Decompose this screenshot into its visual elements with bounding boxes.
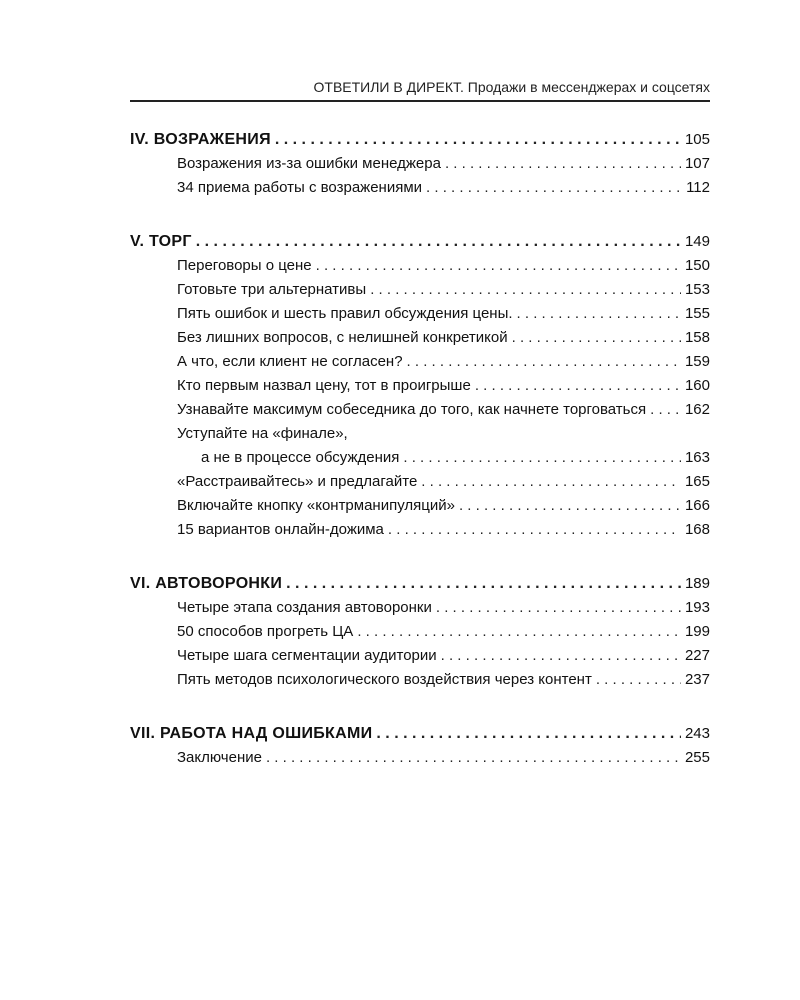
page-number: 168 [684, 521, 710, 538]
toc-entry[interactable] [130, 152, 710, 176]
entry-title: А что, если клиент не согласен? [177, 353, 403, 370]
entry-title: Готовьте три альтернативы [177, 281, 367, 298]
toc-entry[interactable] [130, 176, 710, 200]
page-number: 159 [684, 353, 710, 370]
toc-section [130, 572, 710, 692]
toc-section-heading[interactable] [130, 230, 710, 254]
dot-leader [388, 518, 681, 542]
toc-entry[interactable] [130, 620, 710, 644]
page-number: 153 [684, 281, 710, 298]
page-number: 105 [684, 131, 710, 148]
dot-leader [475, 374, 681, 398]
dot-leader [445, 152, 681, 176]
dot-leader [512, 326, 681, 350]
entry-title: 15 вариантов онлайн-дожима [177, 521, 384, 538]
page-number: 166 [684, 497, 710, 514]
toc-entry[interactable] [130, 470, 710, 494]
table-of-contents [130, 128, 710, 796]
dot-leader [266, 746, 681, 770]
entry-title: Узнавайте максимум собеседника до того, как начнете торговаться [177, 401, 647, 418]
dot-leader [426, 176, 682, 200]
section-title: V. ТОРГ [130, 233, 192, 250]
toc-entry[interactable] [130, 422, 710, 446]
toc-section-heading[interactable] [130, 128, 710, 152]
entry-title: Уступайте на «финале», [177, 425, 348, 442]
entry-title: «Расстраивайтесь» и предлагайте [177, 473, 418, 490]
toc-entry[interactable] [130, 302, 710, 326]
page-number: 163 [684, 449, 710, 466]
dot-leader [370, 278, 681, 302]
entry-title: Включайте кнопку «контрманипуляций» [177, 497, 455, 514]
dot-leader [286, 572, 681, 596]
toc-entry[interactable] [130, 374, 710, 398]
page-number: 150 [684, 257, 710, 274]
toc-entry[interactable] [130, 518, 710, 542]
dot-leader [376, 722, 681, 746]
toc-section [130, 722, 710, 770]
dot-leader [596, 668, 681, 692]
dot-leader [421, 470, 681, 494]
page-number: 193 [684, 599, 710, 616]
entry-title: Переговоры о цене [177, 257, 312, 274]
entry-title: Пять ошибок и шесть правил обсуждения цены. [177, 305, 513, 322]
page-number: 255 [684, 749, 710, 766]
entry-title: Заключение [177, 749, 262, 766]
toc-entry[interactable] [130, 494, 710, 518]
header-divider [130, 100, 710, 102]
dot-leader [316, 254, 681, 278]
page-number: 112 [686, 179, 710, 196]
toc-section-heading[interactable] [130, 572, 710, 596]
entry-title: Четыре этапа создания автоворонки [177, 599, 432, 616]
entry-title: а не в процессе обсуждения [201, 449, 400, 466]
dot-leader [441, 644, 681, 668]
toc-section [130, 230, 710, 542]
dot-leader [275, 128, 681, 152]
section-title: VII. РАБОТА НАД ОШИБКАМИ [130, 725, 373, 742]
dot-leader [650, 398, 681, 422]
page-number: 189 [684, 575, 710, 592]
page-number: 165 [684, 473, 710, 490]
dot-leader [459, 494, 681, 518]
page-number: 162 [684, 401, 710, 418]
toc-entry[interactable] [130, 326, 710, 350]
toc-entry[interactable] [130, 668, 710, 692]
entry-title: Пять методов психологического воздействия через контент [177, 671, 592, 688]
page-number: 237 [684, 671, 710, 688]
running-header: ОТВЕТИЛИ В ДИРЕКТ. Продажи в мессенджерах и соцсетях [313, 79, 710, 95]
page-number: 155 [684, 305, 710, 322]
entry-title: Возражения из-за ошибки менеджера [177, 155, 441, 172]
entry-title: Кто первым назвал цену, тот в проигрыше [177, 377, 471, 394]
dot-leader [403, 446, 681, 470]
dot-leader [517, 302, 681, 326]
dot-leader [436, 596, 681, 620]
dot-leader [357, 620, 681, 644]
toc-entry[interactable] [130, 278, 710, 302]
toc-section [130, 128, 710, 200]
toc-entry[interactable] [130, 398, 710, 422]
toc-section-heading[interactable] [130, 722, 710, 746]
page-number: 160 [684, 377, 710, 394]
toc-entry-continuation[interactable] [130, 446, 710, 470]
entry-title: 34 приема работы с возражениями [177, 179, 423, 196]
entry-title: 50 способов прогреть ЦА [177, 623, 354, 640]
page-number: 149 [684, 233, 710, 250]
toc-entry[interactable] [130, 596, 710, 620]
toc-entry[interactable] [130, 350, 710, 374]
toc-entry[interactable] [130, 746, 710, 770]
dot-leader [196, 230, 681, 254]
section-title: IV. ВОЗРАЖЕНИЯ [130, 131, 271, 148]
page-number: 107 [684, 155, 710, 172]
page-number: 199 [684, 623, 710, 640]
entry-title: Без лишних вопросов, с нелишней конкретикой [177, 329, 508, 346]
page-number: 227 [684, 647, 710, 664]
toc-entry[interactable] [130, 644, 710, 668]
entry-title: Четыре шага сегментации аудитории [177, 647, 437, 664]
section-title: VI. АВТОВОРОНКИ [130, 575, 283, 592]
page-number: 243 [684, 725, 710, 742]
toc-entry[interactable] [130, 254, 710, 278]
dot-leader [407, 350, 681, 374]
page-number: 158 [684, 329, 710, 346]
